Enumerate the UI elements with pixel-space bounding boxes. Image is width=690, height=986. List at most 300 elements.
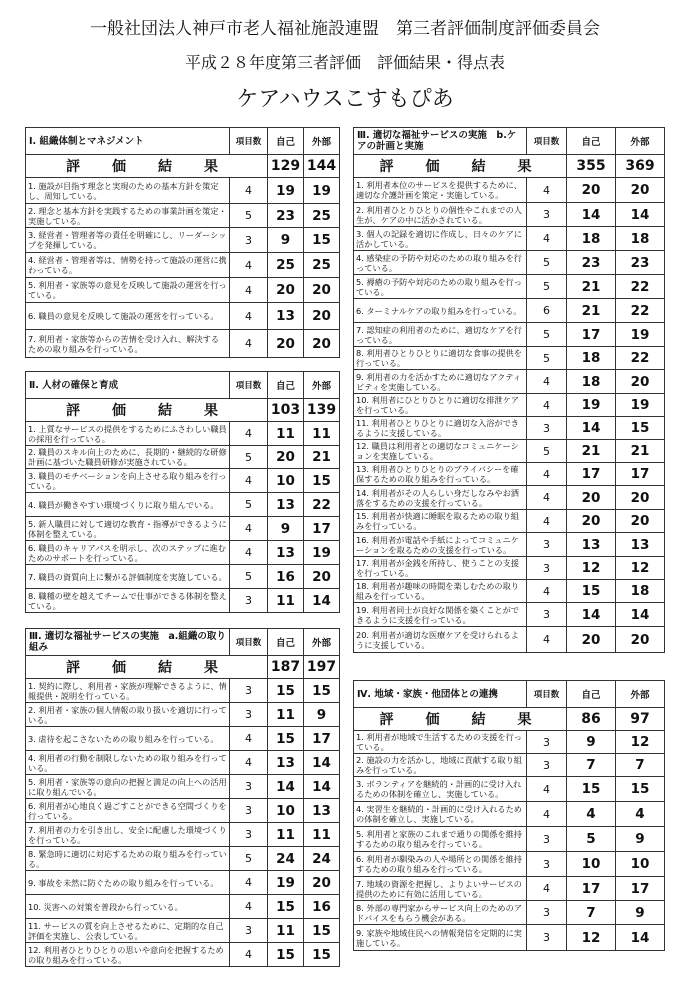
self-score: 11 [268, 422, 304, 446]
external-score: 20 [304, 303, 340, 330]
item-count: 3 [230, 823, 268, 847]
self-score: 24 [268, 847, 304, 871]
external-score: 15 [304, 919, 340, 943]
external-score: 11 [304, 422, 340, 446]
external-score: 17 [304, 517, 340, 541]
external-score: 25 [304, 253, 340, 278]
total-self-score: 355 [567, 155, 616, 178]
item-label: 8. 利用者ひとりひとりに適切な食事の提供を行っている。 [354, 347, 527, 370]
column-header-item-count: 項目数 [230, 629, 268, 656]
table-row [354, 323, 665, 347]
column-header-self: 自己 [268, 372, 304, 399]
external-score: 9 [616, 827, 665, 852]
column-header-external: 外部 [616, 128, 665, 155]
section-header-row [26, 128, 340, 155]
item-label: 5. 新人職員に対して適切な教育・指導ができるように体制を整えている。 [26, 517, 230, 541]
item-label: 7. 地域の資源を把握し、よりよいサービスの提供のために有効に活用している。 [354, 877, 527, 901]
external-score: 25 [304, 204, 340, 228]
external-score: 14 [304, 775, 340, 799]
external-score: 15 [616, 777, 665, 802]
item-count: 3 [527, 557, 567, 580]
column-header-self: 自己 [268, 629, 304, 656]
item-label: 1. 上質なサービスの提供をするためにふさわしい職員の採用を行っている。 [26, 422, 230, 446]
table-row [354, 417, 665, 440]
self-score: 4 [567, 802, 616, 827]
table-row [354, 533, 665, 557]
item-count: 3 [527, 417, 567, 440]
item-count: 3 [527, 901, 567, 925]
item-count: 4 [230, 253, 268, 278]
table-row [354, 754, 665, 777]
self-score: 7 [567, 754, 616, 777]
external-score: 20 [616, 370, 665, 394]
item-count: 4 [230, 469, 268, 493]
column-header-self: 自己 [268, 128, 304, 155]
result-label: 評 価 結 果 [26, 399, 268, 422]
self-score: 11 [268, 919, 304, 943]
external-score: 14 [616, 925, 665, 951]
item-label: 19. 利用者同士が良好な関係を築くことができるように支援を行っている。 [354, 603, 527, 627]
item-count: 4 [527, 178, 567, 203]
table-row [354, 203, 665, 227]
total-self-score: 103 [268, 399, 304, 422]
item-label: 8. 外部の専門家からサービス向上のためのアドバイスをもらう機会がある。 [354, 901, 527, 925]
external-score: 22 [304, 493, 340, 517]
self-score: 14 [567, 203, 616, 227]
table-row [26, 871, 340, 895]
item-label: 7. 利用者の力を引き出し、安全に配慮した環境づくりを行っている。 [26, 823, 230, 847]
table-row [354, 394, 665, 417]
table-row [26, 303, 340, 330]
external-score: 19 [304, 541, 340, 565]
item-count: 4 [527, 394, 567, 417]
item-label: 17. 利用者が金銭を所持し、使うことの支援を行っている。 [354, 557, 527, 580]
column-header-external: 外部 [616, 681, 665, 708]
item-label: 6. 職員のキャリアパスを明示し、次のステップに進むためのサポートを行っている。 [26, 541, 230, 565]
external-score: 21 [304, 446, 340, 469]
external-score: 23 [616, 251, 665, 275]
item-label: 1. 利用者が地域で生活するための支援を行っている。 [354, 731, 527, 754]
item-label: 5. 褥瘡の予防や対応のための取り組みを行っている。 [354, 275, 527, 299]
table-row [26, 703, 340, 727]
table-row [354, 802, 665, 827]
self-score: 13 [268, 541, 304, 565]
item-count: 4 [527, 510, 567, 533]
item-count: 4 [527, 370, 567, 394]
result-label: 評 価 結 果 [26, 656, 268, 679]
item-count: 4 [230, 727, 268, 751]
external-score: 11 [304, 823, 340, 847]
section-organization-management [25, 127, 340, 358]
item-count: 3 [527, 533, 567, 557]
self-score: 18 [567, 347, 616, 370]
section-welfare-service-organization [25, 628, 340, 967]
item-label: 1. 利用者本位のサービスを提供するために、適切な介護計画を策定・実施している。 [354, 178, 527, 203]
section-human-resources [25, 371, 340, 613]
item-label: 4. 職員が働きやすい環境づくりに取り組んでいる。 [26, 493, 230, 517]
item-count: 5 [527, 440, 567, 463]
item-label: 4. 経営者・管理者等は、情勢を持って施設の運営に携わっている。 [26, 253, 230, 278]
item-count: 3 [230, 775, 268, 799]
self-score: 23 [567, 251, 616, 275]
total-external-score: 139 [304, 399, 340, 422]
item-label: 7. 認知症の利用者のために、適切なケアを行っている。 [354, 323, 527, 347]
table-row [26, 679, 340, 703]
result-label: 評 価 結 果 [26, 155, 268, 178]
table-row [26, 589, 340, 613]
committee-heading: 一般社団法人神戸市老人福祉施設連盟 第三者評価制度評価委員会 [90, 19, 600, 39]
self-score: 10 [268, 469, 304, 493]
section-community-partnership [353, 680, 665, 951]
table-row [354, 299, 665, 323]
table-row [354, 580, 665, 603]
external-score: 4 [616, 802, 665, 827]
table-row [26, 847, 340, 871]
self-score: 9 [567, 731, 616, 754]
item-count: 5 [230, 847, 268, 871]
external-score: 10 [616, 852, 665, 877]
item-label: 11. サービスの質を向上させるために、定期的な自己評価を実施し、公表している。 [26, 919, 230, 943]
item-count: 3 [527, 731, 567, 754]
self-score: 10 [567, 852, 616, 877]
item-label: 9. 家族や地域住民への情報発信を定期的に実施している。 [354, 925, 527, 951]
table-row [26, 469, 340, 493]
total-self-score: 86 [567, 708, 616, 731]
external-score: 20 [616, 486, 665, 510]
self-score: 19 [567, 394, 616, 417]
item-count: 4 [230, 422, 268, 446]
item-label: 12. 職員は利用者との適切なコミュニケーションを実施している。 [354, 440, 527, 463]
item-label: 8. 緊急時に適切に対応するための取り組みを行っている。 [26, 847, 230, 871]
external-score: 14 [304, 751, 340, 775]
self-score: 11 [268, 823, 304, 847]
item-label: 4. 利用者の行動を制限しないための取り組みを行っている。 [26, 751, 230, 775]
external-score: 18 [616, 227, 665, 251]
external-score: 13 [616, 533, 665, 557]
item-label: 20. 利用者が適切な医療ケアを受けられるように支援している。 [354, 627, 527, 653]
self-score: 13 [268, 493, 304, 517]
self-score: 20 [268, 278, 304, 303]
total-external-score: 97 [616, 708, 665, 731]
self-score: 15 [268, 727, 304, 751]
table-row [354, 852, 665, 877]
self-score: 14 [268, 775, 304, 799]
item-count: 4 [527, 877, 567, 901]
item-label: 7. 利用者・家族等からの苦情を受け入れ、解決するための取り組みを行っている。 [26, 330, 230, 358]
external-score: 16 [304, 895, 340, 919]
item-label: 3. 職員のモチベーションを向上させる取り組みを行っている。 [26, 469, 230, 493]
item-count: 4 [230, 751, 268, 775]
item-count: 5 [527, 275, 567, 299]
external-score: 12 [616, 557, 665, 580]
item-label: 5. 利用者と家族のこれまで通りの関係を維持するための取り組みを行っている。 [354, 827, 527, 852]
column-header-item-count: 項目数 [230, 128, 268, 155]
facility-name: ケアハウスこすもぴあ [236, 87, 454, 112]
external-score: 13 [304, 799, 340, 823]
item-count: 3 [230, 228, 268, 253]
item-count: 4 [527, 777, 567, 802]
item-label: 15. 利用者が快適に睡眠を取るための取り組みを行っている。 [354, 510, 527, 533]
table-row [26, 799, 340, 823]
result-total-row [26, 399, 340, 422]
item-count: 5 [527, 323, 567, 347]
item-count: 4 [527, 580, 567, 603]
self-score: 25 [268, 253, 304, 278]
table-row [26, 228, 340, 253]
external-score: 20 [616, 510, 665, 533]
table-row [26, 751, 340, 775]
self-score: 20 [268, 330, 304, 358]
external-score: 20 [616, 627, 665, 653]
item-count: 3 [230, 703, 268, 727]
self-score: 21 [567, 275, 616, 299]
item-count: 3 [527, 925, 567, 951]
self-score: 21 [567, 299, 616, 323]
table-row [354, 731, 665, 754]
external-score: 20 [304, 330, 340, 358]
section-header-row [354, 128, 665, 155]
self-score: 17 [567, 877, 616, 901]
section-title: Ⅲ. 適切な福祉サービスの実施 a.組織の取り組み [26, 629, 230, 656]
self-score: 15 [268, 895, 304, 919]
total-external-score: 197 [304, 656, 340, 679]
self-score: 7 [567, 901, 616, 925]
result-total-row [26, 656, 340, 679]
self-score: 20 [567, 178, 616, 203]
item-label: 6. 利用者が心地良く過ごすことができる空間づくりを行っている。 [26, 799, 230, 823]
total-self-score: 129 [268, 155, 304, 178]
table-row [354, 347, 665, 370]
column-header-self: 自己 [567, 128, 616, 155]
item-count: 4 [230, 871, 268, 895]
item-label: 4. 実習生を継続的・計画的に受け入れるための体制を確立し、実施している。 [354, 802, 527, 827]
table-row [354, 275, 665, 299]
item-count: 5 [230, 493, 268, 517]
table-row [354, 901, 665, 925]
section-header-row [26, 372, 340, 399]
table-row [354, 827, 665, 852]
item-label: 2. 理念と基本方針を実践するための事業計画を策定・実施している。 [26, 204, 230, 228]
self-score: 20 [567, 486, 616, 510]
self-score: 16 [268, 565, 304, 589]
item-count: 4 [527, 227, 567, 251]
self-score: 15 [567, 777, 616, 802]
self-score: 19 [268, 871, 304, 895]
self-score: 17 [567, 463, 616, 486]
table-row [26, 253, 340, 278]
item-label: 5. 利用者・家族等の意向の把握と満足の向上への活用に取り組んでいる。 [26, 775, 230, 799]
item-label: 9. 事故を未然に防ぐための取り組みを行っている。 [26, 871, 230, 895]
external-score: 17 [304, 727, 340, 751]
external-score: 17 [616, 877, 665, 901]
item-label: 2. 施設の力を活かし、地域に貢献する取り組みを行っている。 [354, 754, 527, 777]
self-score: 15 [268, 679, 304, 703]
table-row [26, 178, 340, 204]
external-score: 14 [304, 589, 340, 613]
item-count: 3 [527, 852, 567, 877]
table-row [26, 330, 340, 358]
table-row [26, 278, 340, 303]
item-count: 3 [527, 827, 567, 852]
self-score: 14 [567, 417, 616, 440]
item-count: 4 [527, 463, 567, 486]
item-label: 2. 職員のスキル向上のために、長期的・継続的な研修計画に基づいた職員研修が実施されている。 [26, 446, 230, 469]
report-title: 平成２８年度第三者評価 評価結果・得点表 [184, 53, 505, 72]
item-label: 1. 契約に際し、利用者・家族が理解できるように、情報提供・説明を行っている。 [26, 679, 230, 703]
table-row [354, 486, 665, 510]
self-score: 20 [567, 510, 616, 533]
external-score: 21 [616, 440, 665, 463]
item-count: 4 [230, 303, 268, 330]
item-label: 6. 利用者が馴染みの人や場所との関係を維持するための取り組みを行っている。 [354, 852, 527, 877]
self-score: 10 [268, 799, 304, 823]
item-count: 4 [527, 627, 567, 653]
external-score: 20 [304, 871, 340, 895]
table-row [354, 510, 665, 533]
result-total-row [26, 155, 340, 178]
external-score: 7 [616, 754, 665, 777]
item-label: 2. 利用者・家族の個人情報の取り扱いを適切に行っている。 [26, 703, 230, 727]
self-score: 19 [268, 178, 304, 204]
item-count: 6 [527, 299, 567, 323]
item-label: 10. 災害への対策を普段から行っている。 [26, 895, 230, 919]
item-count: 3 [527, 754, 567, 777]
self-score: 21 [567, 440, 616, 463]
section-title: Ⅰ. 組織体制とマネジメント [26, 128, 230, 155]
table-row [354, 370, 665, 394]
table-row [354, 777, 665, 802]
table-row [26, 517, 340, 541]
total-self-score: 187 [268, 656, 304, 679]
table-row [354, 557, 665, 580]
item-count: 4 [230, 541, 268, 565]
self-score: 9 [268, 517, 304, 541]
table-row [26, 919, 340, 943]
item-label: 18. 利用者が趣味の時間を楽しむための取り組みを行っている。 [354, 580, 527, 603]
external-score: 24 [304, 847, 340, 871]
table-row [26, 775, 340, 799]
item-label: 6. ターミナルケアの取り組みを行っている。 [354, 299, 527, 323]
table-row [26, 943, 340, 967]
external-score: 15 [304, 228, 340, 253]
table-row [354, 463, 665, 486]
column-header-external: 外部 [304, 629, 340, 656]
item-count: 4 [527, 802, 567, 827]
item-label: 3. ボランティアを継続的・計画的に受け入れるための体制を確立し、実施している。 [354, 777, 527, 802]
item-count: 4 [230, 330, 268, 358]
external-score: 19 [304, 178, 340, 204]
item-count: 3 [230, 679, 268, 703]
table-row [354, 251, 665, 275]
external-score: 14 [616, 603, 665, 627]
self-score: 11 [268, 589, 304, 613]
item-count: 5 [527, 251, 567, 275]
self-score: 20 [268, 446, 304, 469]
self-score: 5 [567, 827, 616, 852]
self-score: 23 [268, 204, 304, 228]
item-label: 3. 虐待を起こさないための取り組みを行っている。 [26, 727, 230, 751]
table-row [26, 565, 340, 589]
external-score: 15 [304, 943, 340, 967]
self-score: 13 [268, 303, 304, 330]
self-score: 17 [567, 323, 616, 347]
item-count: 4 [230, 517, 268, 541]
table-row [26, 541, 340, 565]
item-label: 13. 利用者ひとりひとりのプライバシーを確保するための取り組みを行っている。 [354, 463, 527, 486]
column-header-external: 外部 [304, 372, 340, 399]
self-score: 18 [567, 370, 616, 394]
self-score: 13 [567, 533, 616, 557]
external-score: 18 [616, 580, 665, 603]
section-title: Ⅱ. 人材の確保と育成 [26, 372, 230, 399]
column-header-external: 外部 [304, 128, 340, 155]
external-score: 9 [616, 901, 665, 925]
result-total-row [354, 708, 665, 731]
item-label: 6. 職員の意見を反映して施設の運営を行っている。 [26, 303, 230, 330]
section-care-plan-implementation [353, 127, 665, 653]
table-row [26, 422, 340, 446]
item-count: 4 [230, 895, 268, 919]
item-label: 12. 利用者ひとりひとりの思いや意向を把握するための取り組みを行っている。 [26, 943, 230, 967]
total-external-score: 369 [616, 155, 665, 178]
table-row [354, 877, 665, 901]
item-label: 7. 職員の資質向上に繋がる評価制度を実施している。 [26, 565, 230, 589]
external-score: 15 [616, 417, 665, 440]
item-label: 9. 利用者の力を活かすために適切なアクティビティを実施している。 [354, 370, 527, 394]
table-row [26, 493, 340, 517]
external-score: 15 [304, 469, 340, 493]
item-count: 5 [527, 347, 567, 370]
table-row [26, 727, 340, 751]
section-header-row [354, 681, 665, 708]
item-count: 3 [230, 589, 268, 613]
external-score: 15 [304, 679, 340, 703]
self-score: 20 [567, 627, 616, 653]
item-count: 5 [230, 565, 268, 589]
table-row [354, 440, 665, 463]
result-label: 評 価 結 果 [354, 708, 567, 731]
external-score: 22 [616, 275, 665, 299]
self-score: 15 [268, 943, 304, 967]
external-score: 9 [304, 703, 340, 727]
total-external-score: 144 [304, 155, 340, 178]
external-score: 19 [616, 394, 665, 417]
external-score: 22 [616, 299, 665, 323]
item-label: 3. 経営者・管理者等の責任を明確にし、リーダーシップを発揮している。 [26, 228, 230, 253]
external-score: 22 [616, 347, 665, 370]
item-label: 8. 職種の壁を越えてチームで仕事ができる体制を整えている。 [26, 589, 230, 613]
table-row [26, 204, 340, 228]
item-label: 1. 施設が目指す理念と実現のための基本方針を策定し、周知している。 [26, 178, 230, 204]
external-score: 17 [616, 463, 665, 486]
table-row [354, 227, 665, 251]
external-score: 20 [304, 565, 340, 589]
self-score: 18 [567, 227, 616, 251]
external-score: 12 [616, 731, 665, 754]
item-label: 3. 個人の記録を適切に作成し、日々のケアに活かしている。 [354, 227, 527, 251]
item-label: 11. 利用者ひとりひとりに適切な入浴ができるように支援している。 [354, 417, 527, 440]
item-count: 4 [230, 943, 268, 967]
item-label: 4. 感染症の予防や対応のための取り組みを行っている。 [354, 251, 527, 275]
self-score: 12 [567, 557, 616, 580]
item-count: 4 [527, 486, 567, 510]
item-count: 3 [230, 919, 268, 943]
item-count: 4 [230, 278, 268, 303]
item-count: 5 [230, 446, 268, 469]
result-total-row [354, 155, 665, 178]
item-label: 5. 利用者・家族等の意見を反映して施設の運営を行っている。 [26, 278, 230, 303]
external-score: 20 [616, 178, 665, 203]
